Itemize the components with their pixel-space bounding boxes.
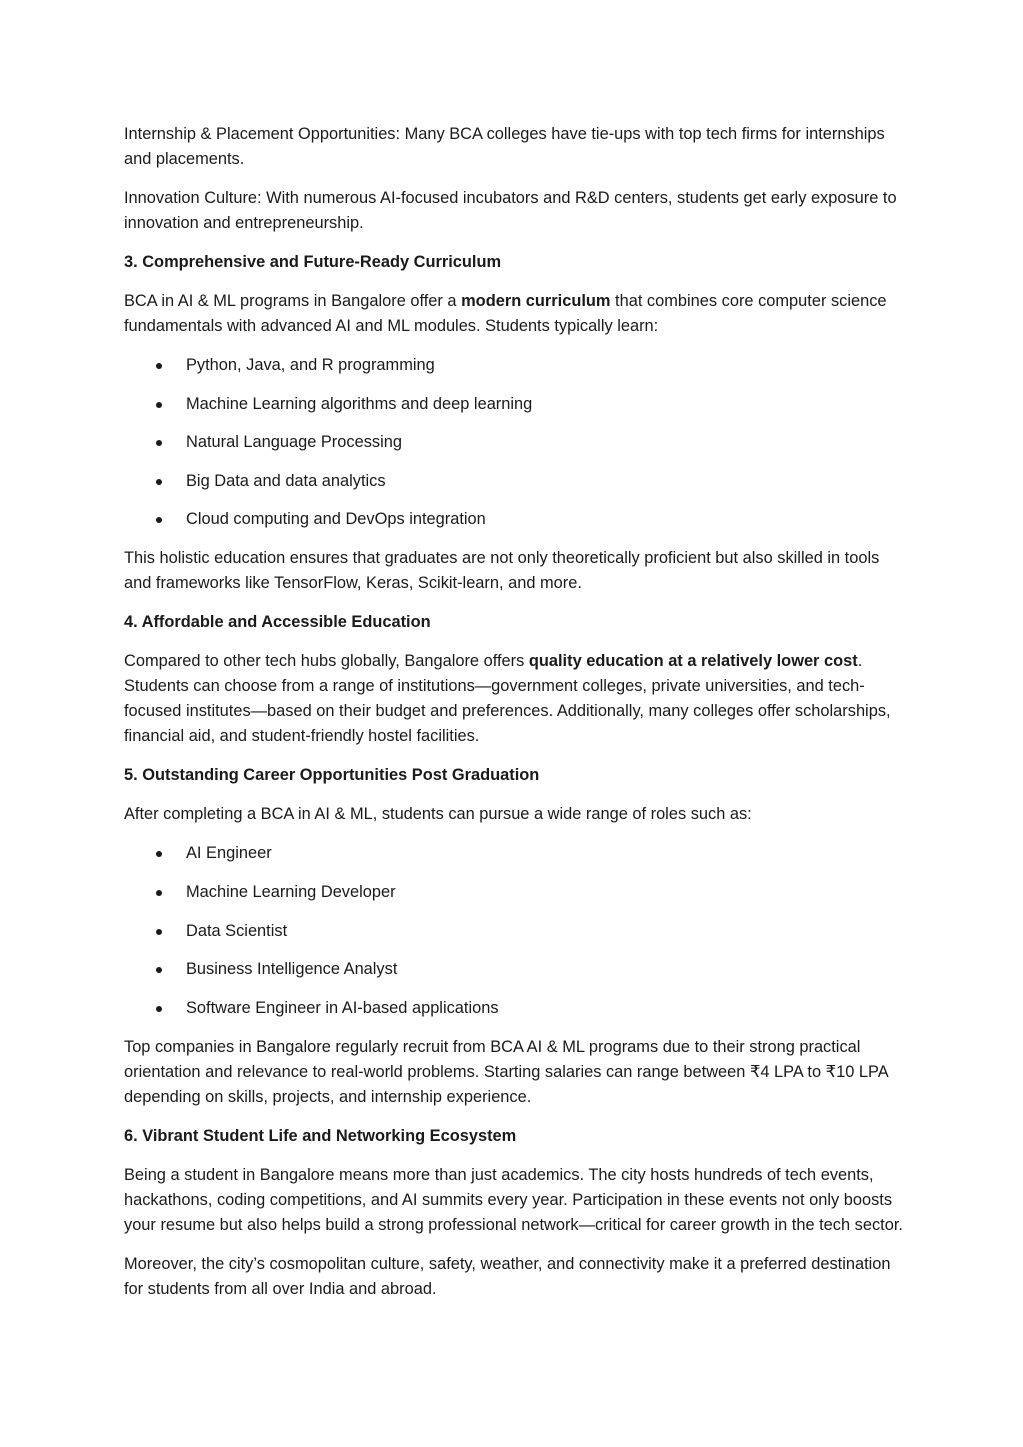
- heading-curriculum: 3. Comprehensive and Future-Ready Curriculum: [124, 253, 502, 271]
- list-item-text: Software Engineer in AI-based applications: [186, 998, 499, 1017]
- paragraph-curriculum-intro: [124, 289, 904, 339]
- bullet-icon: [156, 479, 162, 485]
- list-item-text: Python, Java, and R programming: [186, 356, 435, 374]
- heading-affordable: 4. Affordable and Accessible Education: [124, 613, 431, 632]
- bullet-icon: [156, 851, 162, 857]
- list-item-text: Business Intelligence Analyst: [186, 960, 398, 979]
- list-item: [124, 919, 904, 944]
- curriculum-list: [124, 353, 904, 532]
- paragraph-internship: Internship & Placement Opportunities: Many BCA colleges have tie-ups with top tech firms for internships and placements.: [124, 125, 885, 168]
- bullet-icon: [156, 440, 162, 446]
- bullet-icon: [156, 363, 162, 369]
- list-item: [124, 430, 904, 455]
- bold-run: quality education at a relatively lower cost: [528, 652, 858, 671]
- bold-run: modern curriculum: [461, 292, 611, 310]
- list-item: [124, 996, 904, 1021]
- paragraph-career-intro: After completing a BCA in AI & ML, students can pursue a wide range of roles such as:: [124, 805, 752, 824]
- list-item-text: Natural Language Processing: [186, 433, 402, 452]
- paragraph-holistic: This holistic education ensures that graduates are not only theoretically proficient but also skilled in tools and frameworks like TensorFlow, Keras, Scikit-learn, and more.: [124, 549, 880, 593]
- bullet-icon: [156, 890, 162, 896]
- text-run: that combines core computer science fundamentals with advanced AI and ML modules. Students typically learn:: [124, 292, 887, 335]
- paragraph-innovation: Innovation Culture: With numerous AI-focused incubators and R&D centers, students get early exposure to innovation and entrepreneurship.: [124, 189, 897, 232]
- list-item: [124, 353, 904, 378]
- bullet-icon: [156, 967, 162, 973]
- bullet-icon: [156, 402, 162, 408]
- paragraph-city: Moreover, the city’s cosmopolitan culture, safety, weather, and connectivity make it a preferred destination for students from all over India and abroad.: [124, 1254, 891, 1298]
- heading-career: 5. Outstanding Career Opportunities Post Graduation: [124, 766, 540, 785]
- bullet-icon: [156, 1006, 162, 1012]
- list-item-text: Machine Learning algorithms and deep learning: [186, 394, 533, 413]
- text-run: Compared to other tech hubs globally, Bangalore offers: [124, 652, 529, 671]
- list-item: [124, 469, 904, 494]
- text-run: . Students can choose from a range of institutions—government colleges, private universities, and tech-focused institutes—based on their budget and preferences. Additionally, many colleges offer scholarships, financial aid, and student-friendly hostel facilities.: [124, 652, 891, 746]
- paragraph-student-life: Being a student in Bangalore means more than just academics. The city hosts hundreds of tech events, hackathons, coding competitions, and AI summits every year. Participation in these events not only boosts your resume but also helps build a strong professional network—critical for career growth in the tech sector.: [124, 1165, 903, 1234]
- bullet-icon: [156, 929, 162, 935]
- document-page: [124, 122, 904, 1316]
- list-item-text: Big Data and data analytics: [186, 471, 386, 490]
- list-item: [124, 841, 904, 866]
- paragraph-affordable: [124, 649, 904, 749]
- list-item-text: AI Engineer: [186, 844, 272, 863]
- list-item-text: Data Scientist: [186, 921, 288, 940]
- heading-student-life: 6. Vibrant Student Life and Networking Ecosystem: [124, 1126, 517, 1145]
- list-item: [124, 507, 904, 532]
- list-item: [124, 392, 904, 417]
- bullet-icon: [156, 517, 162, 523]
- list-item-text: Machine Learning Developer: [186, 882, 396, 901]
- roles-list: [124, 841, 904, 1020]
- text-run: BCA in AI & ML programs in Bangalore offer a: [124, 292, 462, 310]
- list-item-text: Cloud computing and DevOps integration: [186, 510, 486, 529]
- paragraph-companies: Top companies in Bangalore regularly recruit from BCA AI & ML programs due to their strong practical orientation and relevance to real-world problems. Starting salaries can range between ₹4 LPA to ₹10 LPA depending on skills, projects, and internship experience.: [124, 1037, 888, 1106]
- list-item: [124, 880, 904, 905]
- list-item: [124, 957, 904, 982]
